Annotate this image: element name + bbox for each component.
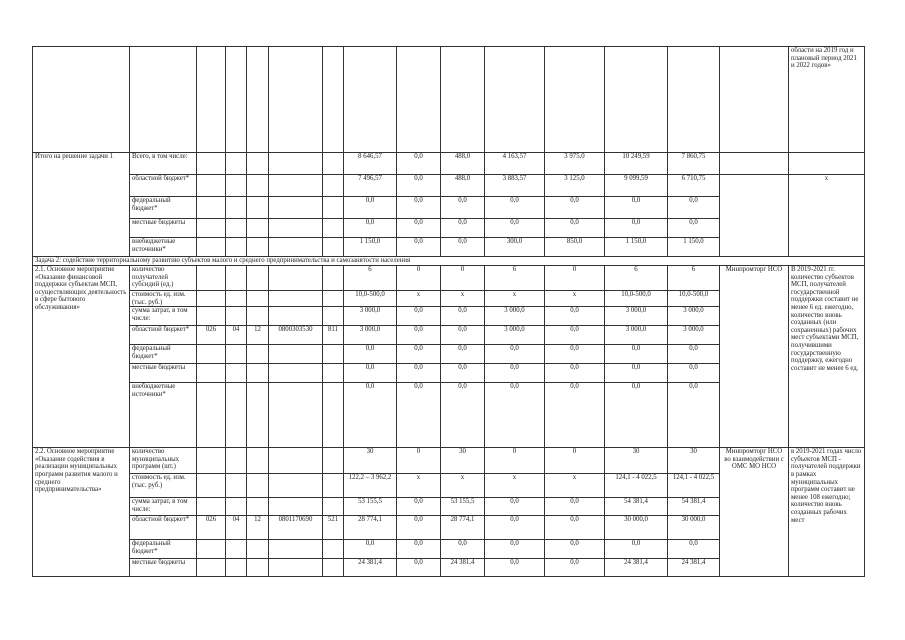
row-label-cell: областной бюджет* [130,516,197,540]
code-cell [197,197,226,219]
value-cell: 30 [344,448,397,474]
code-cell: 811 [323,326,344,345]
code-cell [269,383,323,448]
value-cell: 54 381,4 [668,498,720,516]
table-row [33,153,865,175]
code-cell [247,498,269,516]
row-label-cell: областной бюджет* [130,175,197,197]
code-cell [226,266,247,291]
table-cell [668,47,720,153]
code-cell [197,559,226,577]
table-cell [397,47,441,153]
value-cell: 0,0 [397,219,441,238]
value-cell: 0,0 [545,197,605,219]
value-cell: 0,0 [668,364,720,383]
value-cell: 54 381,4 [605,498,668,516]
code-cell [247,238,269,257]
code-cell [197,540,226,559]
code-cell [226,291,247,307]
value-cell: 850,0 [545,238,605,257]
code-cell: 04 [226,326,247,345]
value-cell: 124,1 - 4 022,5 [605,474,668,498]
value-cell: 0,0 [668,383,720,448]
value-cell: 0 [545,448,605,474]
value-cell: 0,0 [485,197,545,219]
value-cell: 0,0 [441,238,485,257]
value-cell: 0,0 [545,364,605,383]
code-cell [247,540,269,559]
value-cell: 7 860,75 [668,153,720,175]
activity-name-cell: 2.1. Основное мероприятие «Оказание финансовой поддержки субъектам МСП, осуществляющих деятельность в сфере бытового обслуживания» [33,266,130,448]
table-row [33,448,865,474]
value-cell: 1 150,0 [605,238,668,257]
value-cell: 3 000,0 [668,326,720,345]
code-cell [226,175,247,197]
value-cell: 0,0 [605,197,668,219]
table-cell [485,47,545,153]
value-cell: 3 975,0 [545,153,605,175]
value-cell: 30 [441,448,485,474]
row-label-cell: Всего, в том числе: [130,153,197,175]
value-cell: 0,0 [605,364,668,383]
value-cell: 0,0 [545,345,605,364]
row-label-cell: федеральный бюджет* [130,540,197,559]
row-label-cell: местные бюджеты [130,559,197,577]
code-cell: 0801170690 [269,516,323,540]
code-cell [226,238,247,257]
value-cell: 0,0 [485,559,545,577]
code-cell [197,474,226,498]
value-cell: 24 381,4 [344,559,397,577]
value-cell: x [485,291,545,307]
value-cell: 0,0 [668,219,720,238]
value-cell: 6 710,75 [668,175,720,197]
value-cell: 0,0 [545,540,605,559]
code-cell [269,559,323,577]
value-cell: 0,0 [545,307,605,326]
value-cell: 0,0 [545,498,605,516]
table-cell [605,47,668,153]
value-cell: 3 000,0 [344,307,397,326]
row-label-cell: внебюджетные источники* [130,383,197,448]
code-cell [269,364,323,383]
value-cell: 0,0 [605,345,668,364]
code-cell [269,219,323,238]
code-cell [269,448,323,474]
code-cell [323,383,344,448]
value-cell: 0,0 [397,238,441,257]
value-cell: 3 000,0 [485,307,545,326]
value-cell: 30 [668,448,720,474]
value-cell: 10,0-500,0 [668,291,720,307]
code-cell [197,175,226,197]
code-cell [226,448,247,474]
program-table [32,46,865,577]
value-cell: 124,1 - 4 022,5 [668,474,720,498]
value-cell: 0,0 [668,197,720,219]
table-cell [226,47,247,153]
row-label-cell: количество муниципальных программ (шт.) [130,448,197,474]
code-cell [247,345,269,364]
code-cell [197,364,226,383]
row-label-cell: сумма затрат, в том числе: [130,307,197,326]
code-cell [247,383,269,448]
code-cell [269,266,323,291]
result-note-cell: области на 2019 год и плановый период 2021 и 2022 годов» [789,47,865,153]
code-cell [197,219,226,238]
value-cell: 0 [397,266,441,291]
value-cell: 0,0 [485,498,545,516]
row-label-cell: количество получателей субсидий (ед.) [130,266,197,291]
value-cell: 0,0 [397,540,441,559]
row-label-cell: стоимость ед. изм. (тыс. руб.) [130,474,197,498]
table-cell [247,47,269,153]
value-cell: x [485,474,545,498]
code-cell [197,498,226,516]
code-cell [226,197,247,219]
value-cell: 0,0 [397,345,441,364]
value-cell: 0,0 [397,326,441,345]
value-cell: 0,0 [485,383,545,448]
code-cell [226,559,247,577]
result-cell: В 2019-2021 гг. количество субъектов МСП, получателей государственной поддержки составит не менее 6 ед. ежегодно, количество вновь созданных (или сохраненных) рабочих мест субъектами МСП, получившими государственную поддержку, ежегодно составит не менее 6 ед. [789,266,865,448]
value-cell: 0,0 [545,326,605,345]
table-cell [545,47,605,153]
table-cell [269,47,323,153]
value-cell: 0,0 [605,540,668,559]
value-cell: 0,0 [605,219,668,238]
code-cell [197,307,226,326]
table-row [33,47,865,153]
value-cell: 0,0 [397,498,441,516]
value-cell: 3 000,0 [344,326,397,345]
code-cell: 521 [323,516,344,540]
executor-cell [720,153,789,175]
code-cell [247,153,269,175]
value-cell: 24 381,4 [441,559,485,577]
value-cell: 24 381,4 [668,559,720,577]
value-cell: 0,0 [441,345,485,364]
result-cell: в 2019-2021 годах число субъектов МСП - получателей поддержки в рамках муниципальных программ составит не менее 108 ежегодно; количество вновь созданных рабочих мест [789,448,865,577]
code-cell [226,307,247,326]
code-cell [226,219,247,238]
code-cell: 12 [247,516,269,540]
value-cell: 8 646,57 [344,153,397,175]
table-cell [33,47,130,153]
value-cell: 6 [344,266,397,291]
value-cell: 0,0 [441,364,485,383]
value-cell: 0,0 [344,197,397,219]
value-cell: x [441,291,485,307]
value-cell: 53 155,5 [441,498,485,516]
value-cell: 300,0 [485,238,545,257]
code-cell [197,153,226,175]
code-cell [269,175,323,197]
code-cell [269,291,323,307]
code-cell [226,474,247,498]
code-cell [323,474,344,498]
value-cell: 0,0 [441,219,485,238]
row-label-cell: местные бюджеты [130,364,197,383]
value-cell: 0,0 [397,153,441,175]
code-cell [226,498,247,516]
code-cell [197,448,226,474]
value-cell: 1 150,0 [668,238,720,257]
row-label-cell: внебюджетные источники* [130,238,197,257]
code-cell: 0800303530 [269,326,323,345]
code-cell [323,345,344,364]
value-cell: 0,0 [545,516,605,540]
code-cell [323,238,344,257]
code-cell [323,559,344,577]
code-cell [247,448,269,474]
value-cell: 488,0 [441,175,485,197]
table-cell [720,47,789,153]
code-cell [269,197,323,219]
table-body [33,47,865,577]
value-cell: 6 [605,266,668,291]
row-label-cell: областной бюджет* [130,326,197,345]
value-cell: 0,0 [397,516,441,540]
value-cell: x [397,291,441,307]
code-cell [323,307,344,326]
value-cell: 0 [485,448,545,474]
executor-cell [720,175,789,257]
value-cell: 3 000,0 [668,307,720,326]
value-cell: 6 [668,266,720,291]
code-cell [247,364,269,383]
value-cell: 0,0 [344,345,397,364]
value-cell: 0,0 [441,197,485,219]
code-cell [247,175,269,197]
code-cell [323,266,344,291]
value-cell: 0 [441,266,485,291]
value-cell: x [441,474,485,498]
code-cell [197,291,226,307]
code-cell [226,345,247,364]
code-cell [269,345,323,364]
code-cell [226,364,247,383]
value-cell: 0,0 [545,383,605,448]
row-label-cell: федеральный бюджет* [130,345,197,364]
value-cell: 0 [397,448,441,474]
value-cell: 4 163,57 [485,153,545,175]
value-cell: 0,0 [397,175,441,197]
code-cell [323,153,344,175]
code-cell [269,474,323,498]
code-cell [247,307,269,326]
value-cell: 0,0 [668,345,720,364]
code-cell [247,291,269,307]
value-cell: 7 496,57 [344,175,397,197]
code-cell [269,153,323,175]
table-cell [130,47,197,153]
code-cell [323,175,344,197]
value-cell: 0,0 [397,307,441,326]
value-cell: 10,0-500,0 [605,291,668,307]
value-cell: 24 381,4 [605,559,668,577]
value-cell: 0,0 [485,364,545,383]
code-cell [247,266,269,291]
value-cell: 0,0 [397,364,441,383]
value-cell: 0,0 [485,219,545,238]
code-cell [323,197,344,219]
code-cell [269,498,323,516]
code-cell [269,540,323,559]
code-cell [323,498,344,516]
value-cell: 6 [485,266,545,291]
table-cell [441,47,485,153]
result-cell: x [789,175,865,257]
value-cell: 0,0 [397,559,441,577]
task-heading: Задача 2: содействие территориальному развитию субъектов малого и среднего предпринимательства и самозанятости населения [33,257,865,266]
value-cell: 3 883,57 [485,175,545,197]
code-cell: 12 [247,326,269,345]
code-cell [247,219,269,238]
row-label-cell: местные бюджеты [130,219,197,238]
executor-cell: Минпромторг НСО во взаимодействии с ОМС МО НСО [720,448,789,577]
code-cell [226,540,247,559]
code-cell: 026 [197,326,226,345]
code-cell: 04 [226,516,247,540]
code-cell: 026 [197,516,226,540]
value-cell: 0,0 [344,540,397,559]
table-cell [344,47,397,153]
value-cell: 1 150,0 [344,238,397,257]
value-cell: 0,0 [441,326,485,345]
row-label-cell: сумма затрат, в том числе: [130,498,197,516]
value-cell: 0,0 [397,383,441,448]
value-cell: 122,2 – 3 962,2 [344,474,397,498]
value-cell: 0,0 [441,383,485,448]
row-label-cell: стоимость ед. изм. (тыс. руб.) [130,291,197,307]
value-cell: 3 000,0 [605,326,668,345]
code-cell [323,540,344,559]
table-row [33,257,865,266]
value-cell: 53 155,5 [344,498,397,516]
value-cell: 0,0 [485,540,545,559]
value-cell: 0,0 [397,197,441,219]
value-cell: x [545,474,605,498]
value-cell: 0,0 [545,559,605,577]
value-cell: 30 [605,448,668,474]
value-cell: 30 000,0 [668,516,720,540]
code-cell [269,238,323,257]
value-cell: 0,0 [344,219,397,238]
value-cell: 488,0 [441,153,485,175]
value-cell: x [545,291,605,307]
item-name-cell: Итого на решение задачи 1 [33,153,130,257]
value-cell: 0,0 [485,345,545,364]
code-cell [226,383,247,448]
activity-name-cell: 2.2. Основное мероприятие «Оказание содействия в реализации муниципальных программ развития малого и среднего предпринимательства» [33,448,130,577]
value-cell: 0,0 [344,383,397,448]
value-cell: 0,0 [441,540,485,559]
code-cell [323,448,344,474]
value-cell: 10,0-500,0 [344,291,397,307]
value-cell: 28 774,1 [441,516,485,540]
code-cell [323,364,344,383]
value-cell: x [397,474,441,498]
table-cell [197,47,226,153]
code-cell [247,559,269,577]
value-cell: 0 [545,266,605,291]
value-cell: 0,0 [344,364,397,383]
code-cell [323,219,344,238]
row-label-cell: федеральный бюджет* [130,197,197,219]
value-cell: 3 125,0 [545,175,605,197]
table-row [33,175,865,197]
code-cell [197,345,226,364]
value-cell: 0,0 [485,516,545,540]
value-cell: 9 099,59 [605,175,668,197]
executor-cell: Минпромторг НСО [720,266,789,448]
code-cell [226,153,247,175]
result-cell [789,153,865,175]
code-cell [247,474,269,498]
value-cell: 3 000,0 [485,326,545,345]
value-cell: 30 000,0 [605,516,668,540]
code-cell [197,238,226,257]
code-cell [197,266,226,291]
code-cell [197,383,226,448]
value-cell: 0,0 [605,383,668,448]
value-cell: 0,0 [668,540,720,559]
code-cell [323,291,344,307]
value-cell: 0,0 [441,307,485,326]
value-cell: 3 000,0 [605,307,668,326]
table-row [33,266,865,291]
code-cell [247,197,269,219]
value-cell: 10 249,59 [605,153,668,175]
value-cell: 0,0 [545,219,605,238]
code-cell [269,307,323,326]
table-cell [323,47,344,153]
value-cell: 28 774,1 [344,516,397,540]
